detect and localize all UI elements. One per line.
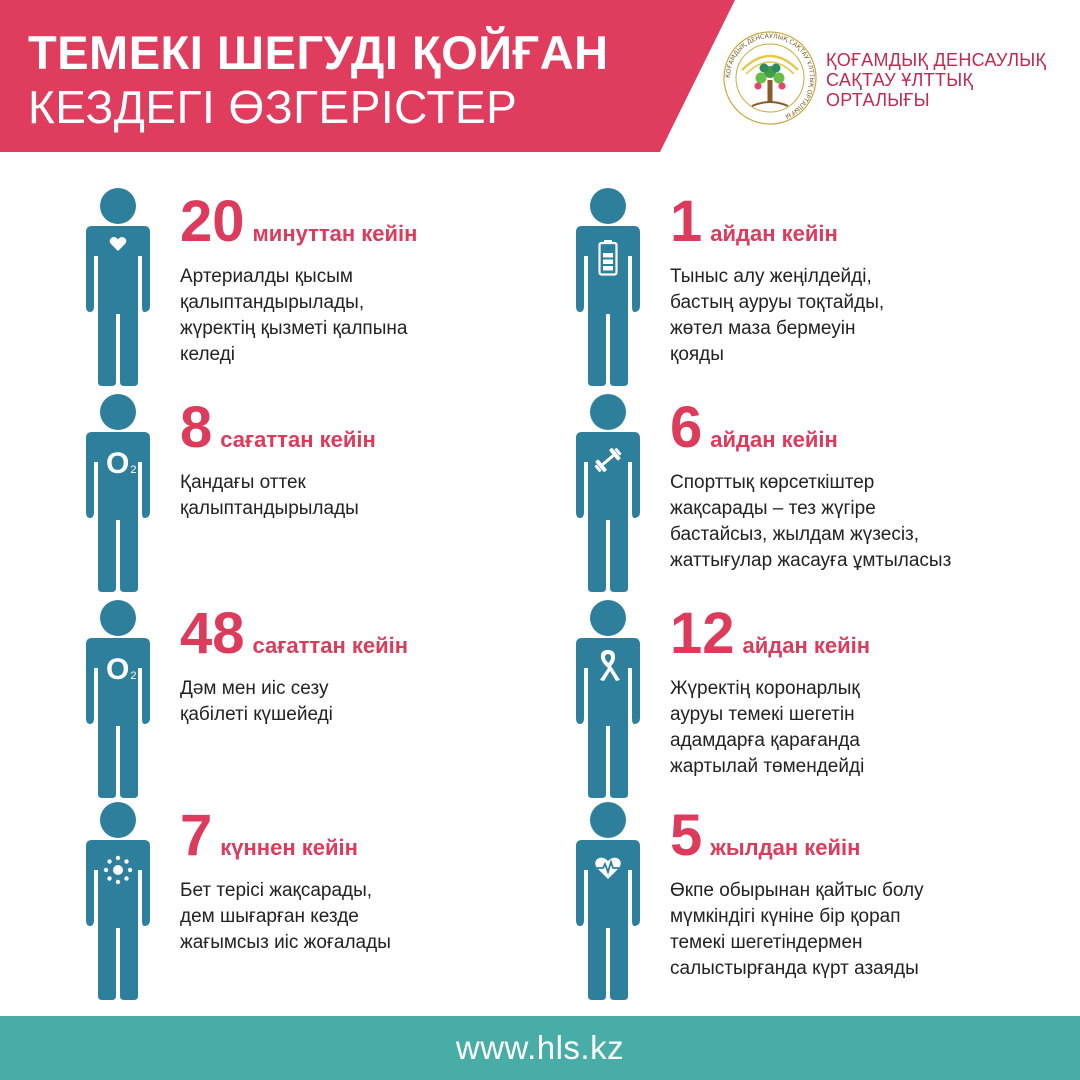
desc-line: жағымсыз иіс жоғалады (180, 932, 391, 953)
oxygen-icon (106, 448, 136, 486)
person-figure-icon (566, 392, 650, 592)
oxygen-symbol: O (106, 653, 130, 686)
item-number: 6 (670, 395, 703, 460)
desc-line: дем шығарған кезде (180, 906, 359, 927)
item-number: 12 (670, 601, 735, 666)
desc-line: жөтел маза бермеуін (670, 318, 856, 339)
item-unit: минуттан кейін (252, 221, 418, 246)
item-number: 48 (180, 601, 245, 666)
desc-line: Жүректің коронарлық (670, 678, 860, 699)
person-figure-icon (76, 186, 160, 386)
item-headline (670, 396, 838, 460)
item-unit: сағаттан кейін (252, 633, 409, 658)
timeline-item-20-minutes (76, 186, 596, 386)
heart-icon (109, 236, 127, 252)
person-figure-icon (76, 800, 160, 1000)
desc-line: жартылай төмендейді (670, 756, 865, 777)
desc-line: бастайсыз, жылдам жүзесіз, (670, 524, 920, 545)
item-description (180, 470, 520, 522)
item-headline (180, 602, 408, 666)
item-description (180, 878, 520, 956)
oxygen-symbol: O (106, 447, 130, 480)
item-headline (180, 190, 417, 254)
item-description (180, 264, 520, 368)
title-line-2: КЕЗДЕГІ ӨЗГЕРІСТЕР (28, 81, 518, 133)
desc-line: адамдарға қарағанда (670, 730, 860, 751)
person-figure-icon (566, 598, 650, 798)
item-headline (670, 190, 838, 254)
desc-line: жаттығулар жасауға ұмтыласыз (670, 550, 952, 571)
timeline-item-6-months (566, 392, 1080, 592)
heartbeat-icon (594, 856, 622, 880)
desc-line: қабілеті күшейеді (180, 704, 333, 725)
item-unit: жылдан кейін (710, 835, 861, 860)
item-number: 7 (180, 803, 213, 868)
desc-line: мүмкіндігі күніне бір қорап (670, 906, 901, 927)
item-headline (670, 804, 860, 868)
logo-ring-text: ҚОҒАМДЫҚ ДЕНСАУЛЫҚ САҚТАУ ҰЛТТЫҚ ОРТАЛЫҒЫ (724, 32, 816, 120)
oxygen-icon (106, 654, 136, 692)
title-line-1: ТЕМЕКІ ШЕГУДІ ҚОЙҒАН (28, 26, 609, 79)
desc-line: жүректің қызметі қалпына (180, 318, 408, 339)
sun-icon (102, 854, 134, 886)
battery-icon (598, 240, 618, 276)
desc-line: келеді (180, 344, 236, 365)
item-description (670, 878, 1030, 982)
desc-line: қояды (670, 344, 724, 365)
item-description (180, 676, 520, 728)
desc-line: Тыныс алу жеңілдейді, (670, 266, 872, 287)
item-number: 20 (180, 189, 245, 254)
item-headline (180, 396, 376, 460)
item-description (670, 264, 1010, 368)
org-name-line-3: ОРТАЛЫҒЫ (826, 90, 930, 110)
desc-line: Бет терісі жақсарады, (180, 880, 373, 901)
page-title (28, 26, 708, 134)
desc-line: жақсарады – тез жүгіре (670, 498, 876, 519)
org-name-line-1: ҚОҒАМДЫҚ ДЕНСАУЛЫҚ (826, 50, 1047, 70)
timeline-item-12-months (566, 598, 1080, 798)
timeline-item-5-years (566, 800, 1080, 1000)
item-unit: сағаттан кейін (220, 427, 376, 452)
item-number: 8 (180, 395, 213, 460)
item-unit: айдан кейін (710, 221, 838, 246)
desc-line: Өкпе обырынан қайтыс болу (670, 880, 924, 901)
timeline-item-1-month (566, 186, 1080, 386)
item-number: 5 (670, 803, 703, 868)
desc-line: Артериалды қысым (180, 266, 353, 287)
desc-line: қалыптандырылады, (180, 292, 365, 313)
item-headline (180, 804, 358, 868)
desc-line: бастың ауруы тоқтайды, (670, 292, 885, 313)
oxygen-subscript: 2 (130, 464, 137, 476)
desc-line: темекі шегетіндермен (670, 932, 863, 953)
item-description (670, 676, 1010, 780)
desc-line: Дәм мен иіс сезу (180, 678, 329, 699)
desc-line: салыстырғанда күрт азаяды (670, 958, 919, 979)
item-unit: күннен кейін (220, 835, 358, 860)
desc-line: ауруы темекі шегетін (670, 704, 855, 725)
item-unit: айдан кейін (742, 633, 871, 658)
item-description (670, 470, 1030, 574)
person-figure-icon (76, 392, 160, 592)
org-name-line-2: САҚТАУ ҰЛТТЫҚ (826, 70, 974, 90)
item-unit: айдан кейін (710, 427, 838, 452)
org-logo-icon (720, 28, 820, 128)
item-number: 1 (670, 189, 703, 254)
dumbbell-icon (592, 444, 624, 476)
footer-website-link[interactable]: www.hls.kz (455, 1029, 625, 1066)
desc-line: Спорттық көрсеткіштер (670, 472, 875, 493)
timeline-item-8-hours (76, 392, 596, 592)
item-headline (670, 602, 870, 666)
timeline-item-48-hours (76, 598, 596, 798)
person-figure-icon (566, 800, 650, 1000)
desc-line: Қандағы оттек (180, 472, 306, 493)
org-name (826, 50, 1066, 110)
person-figure-icon (76, 598, 160, 798)
timeline-item-7-days (76, 800, 596, 1000)
desc-line: қалыптандырылады (180, 498, 359, 519)
oxygen-subscript: 2 (130, 670, 137, 682)
person-figure-icon (566, 186, 650, 386)
ribbon-icon (594, 648, 622, 682)
